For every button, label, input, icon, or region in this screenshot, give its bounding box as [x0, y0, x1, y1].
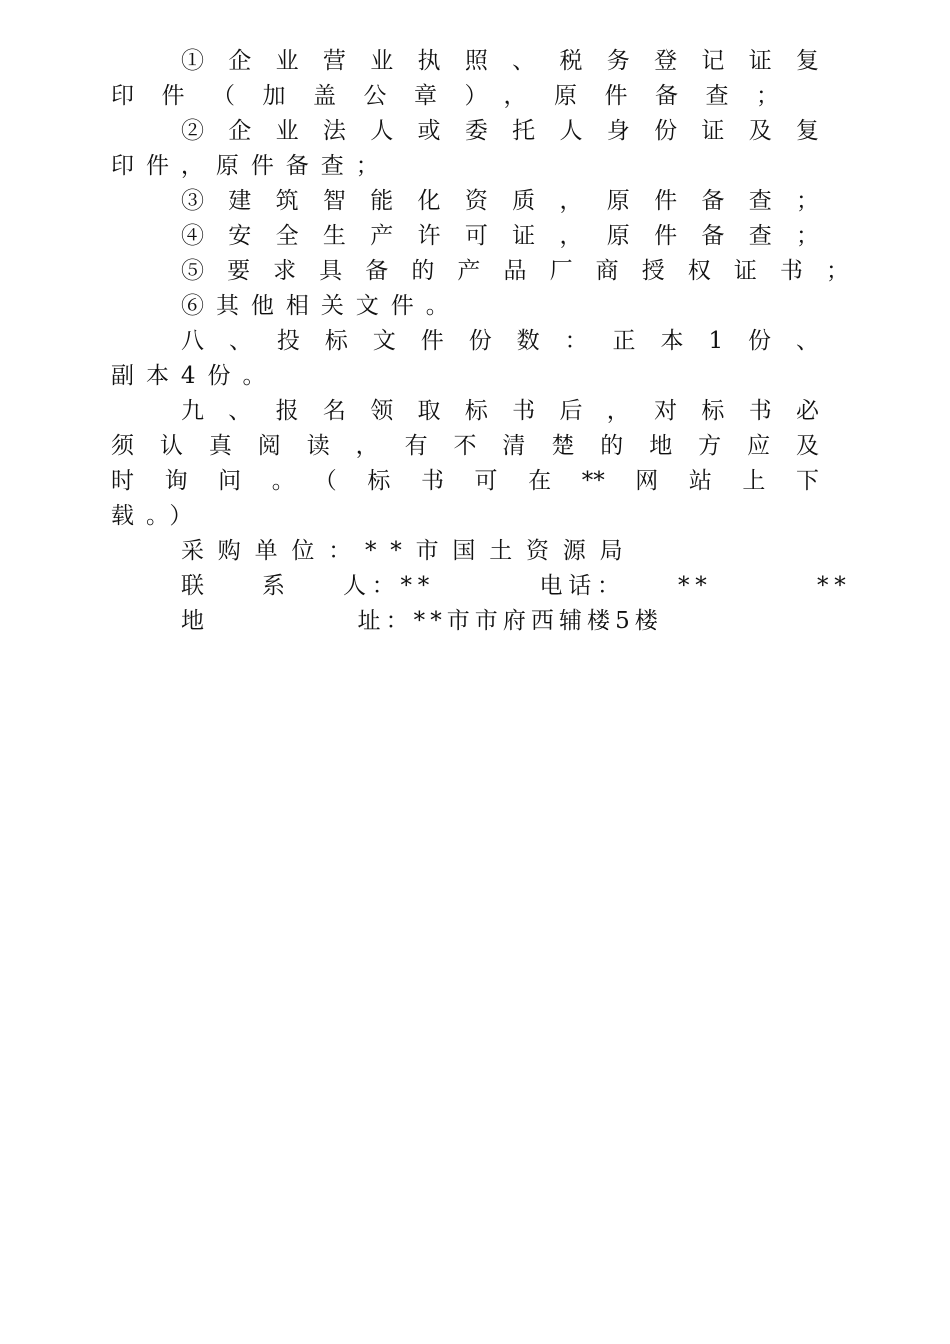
list-item-safety-permit: ④安全生产许可证，原件备查；	[181, 223, 819, 249]
section-nine-reading: 九、报名领取标书后，对标书必	[181, 398, 819, 424]
list-item-business-license-cont: 印件（加盖公章），原件备查；	[111, 83, 779, 109]
section-nine-reading-cont-2: 时询问。（标书可在**网站上下	[111, 468, 819, 494]
list-item-business-license: ①企业营业执照、税务登记证复	[181, 48, 819, 74]
contact-line: 联 系 人：** 电话： ** **	[181, 573, 852, 599]
section-nine-reading-cont-1: 须认真阅读，有不清楚的地方应及	[111, 433, 819, 459]
address-line: 地 址：**市市府西辅楼5楼	[181, 608, 663, 634]
list-item-other-files: ⑥其他相关文件。	[181, 293, 461, 319]
list-item-legal-id-cont: 印件，原件备查；	[111, 153, 391, 179]
section-nine-reading-cont-3: 载。）	[111, 503, 205, 529]
list-item-authorization: ⑤要求具备的产品厂商授权证书；	[181, 258, 849, 284]
list-item-legal-id: ②企业法人或委托人身份证及复	[181, 118, 819, 144]
list-item-qualification: ③建筑智能化资质，原件备查；	[181, 188, 819, 214]
section-eight-copies-cont: 副本4份。	[111, 363, 278, 389]
purchaser-line: 采购单位：**市国土资源局	[181, 538, 637, 564]
section-eight-copies: 八、投标文件份数：正本1份、	[181, 328, 819, 354]
